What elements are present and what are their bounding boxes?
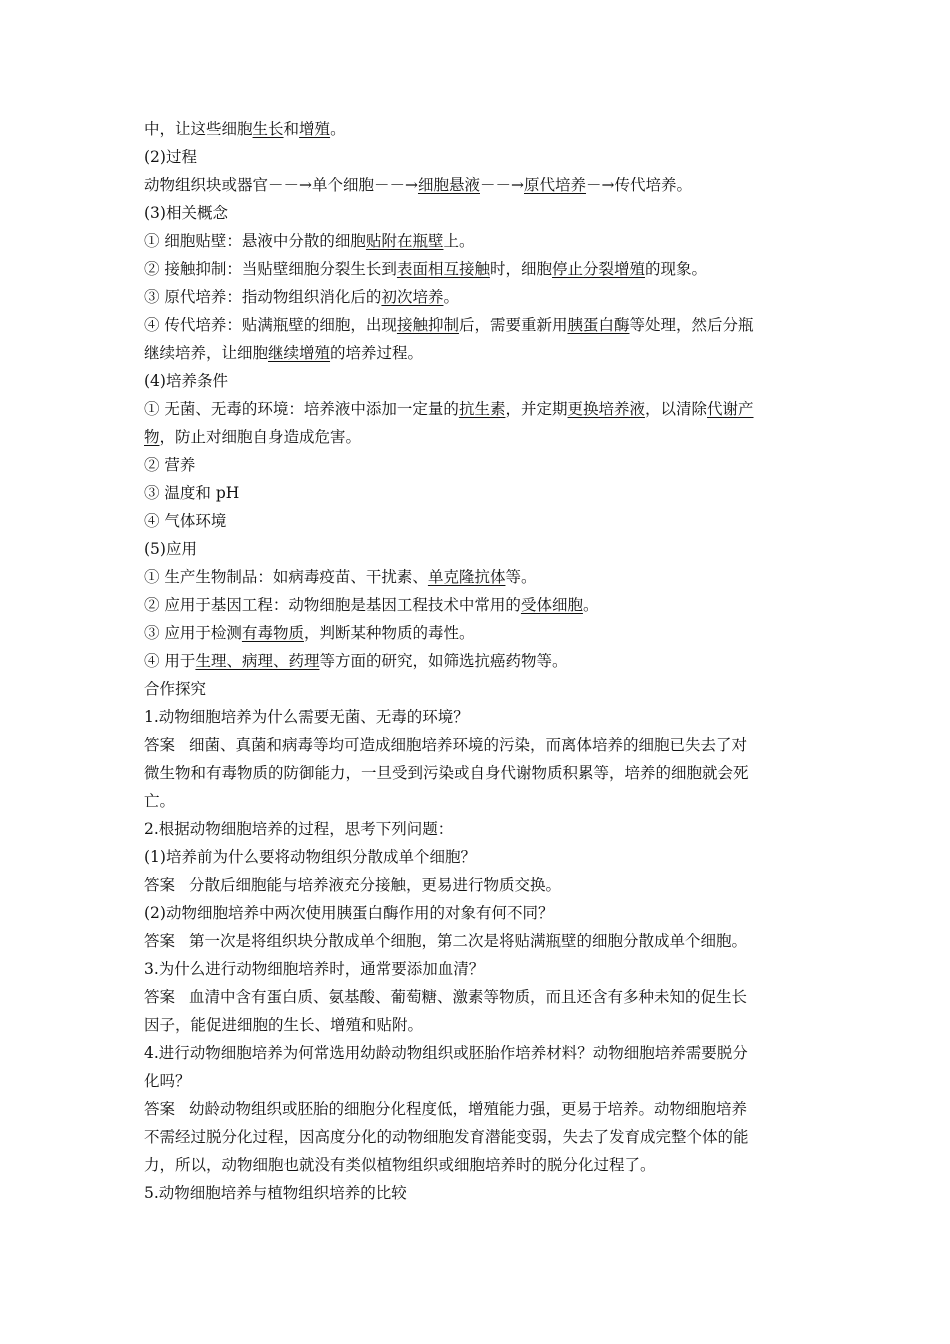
text-line: 物，防止对细胞自身造成危害。 [144,428,362,446]
text-line: 不需经过脱分化过程，因高度分化的动物细胞发育潜能变弱，失去了发育成完整个体的能 [144,1128,749,1146]
answer-line: 答案 细菌、真菌和病毒等均可造成细胞培养环境的污染，而离体培养的细胞已失去了对 [144,736,748,754]
question: 4.进行动物细胞培养为何常选用幼龄动物组织或胚胎作培养材料？动物细胞培养需要脱分 [144,1044,748,1062]
underlined-answer: 初次培养 [381,288,444,306]
question: 3.为什么进行动物细胞培养时，通常要添加血清？ [144,960,485,978]
underlined-answer: 物 [144,428,160,446]
question: (2)动物细胞培养中两次使用胰蛋白酶作用的对象有何不同？ [144,904,554,922]
question: 5.动物细胞培养与植物组织培养的比较 [144,1184,407,1202]
text-line: ② 应用于基因工程：动物细胞是基因工程技术中常用的受体细胞。 [144,596,599,614]
underlined-answer: 代谢产 [707,400,754,418]
answer-line: 答案 第一次是将组织块分散成单个细胞，第二次是将贴满瓶壁的细胞分散成单个细胞。 [144,932,748,950]
text-line: 因子，能促进细胞的生长、增殖和贴附。 [144,1016,424,1034]
underlined-answer: 增殖 [299,120,331,138]
answer-label: 答案 [144,876,176,894]
underlined-answer: 更换培养液 [567,400,645,418]
question: 1.动物细胞培养为什么需要无菌、无毒的环境？ [144,708,469,726]
section-heading: (4)培养条件 [144,372,228,390]
text-line: ④ 用于生理、病理、药理等方面的研究，如筛选抗癌药物等。 [144,652,568,670]
underlined-answer: 胰蛋白酶 [567,316,630,334]
text-line: ③ 原代培养：指动物组织消化后的初次培养。 [144,288,459,306]
answer-label: 答案 [144,736,176,754]
section-heading: (3)相关概念 [144,204,228,222]
answer-label: 答案 [144,1100,176,1118]
section-heading: (2)过程 [144,148,197,166]
underlined-answer: 细胞悬液 [417,176,480,194]
underlined-answer: 停止分裂增殖 [551,260,645,278]
underlined-answer: 受体细胞 [520,596,583,614]
underlined-answer: 抗生素 [458,400,506,418]
text-line: 中，让这些细胞生长和增殖。 [144,120,346,138]
answer-line: 答案 幼龄动物组织或胚胎的细胞分化程度低，增殖能力强，更易于培养。动物细胞培养 [144,1100,748,1118]
section-heading: 合作探究 [144,680,207,698]
text-line: ② 接触抑制：当贴壁细胞分裂生长到表面相互接触时，细胞停止分裂增殖的现象。 [144,260,707,278]
text-line: ① 生产生物制品：如病毒疫苗、干扰素、单克隆抗体等。 [144,568,537,586]
underlined-answer: 接触抑制 [396,316,459,334]
text-line: 亡。 [144,792,176,810]
answer-line: 答案 分散后细胞能与培养液充分接触，更易进行物质交换。 [144,876,562,894]
question: 2.根据动物细胞培养的过程，思考下列问题： [144,820,454,838]
text-line: ① 无菌、无毒的环境：培养液中添加一定量的抗生素，并定期更换培养液，以清除代谢产 [144,400,754,418]
text-line: ① 细胞贴壁：悬液中分散的细胞贴附在瓶壁上。 [144,232,475,250]
text-line: 继续培养，让细胞继续增殖的培养过程。 [144,344,424,362]
underlined-answer: 表面相互接触 [396,260,490,278]
underlined-answer: 生长 [252,120,284,138]
answer-line: 答案 血清中含有蛋白质、氨基酸、葡萄糖、激素等物质，而且还含有多种未知的促生长 [144,988,748,1006]
underlined-answer: 有毒物质 [241,624,304,642]
text-line: 微生物和有毒物质的防御能力，一旦受到污染或自身代谢物质积累等，培养的细胞就会死 [144,764,749,782]
underlined-answer: 继续增殖 [268,344,331,362]
document-page [144,115,810,1207]
text-line: 化吗？ [144,1072,191,1090]
section-heading: (5)应用 [144,540,197,558]
underlined-answer: 贴附在瓶壁 [365,232,444,250]
text-line: ② 营养 [144,456,196,474]
underlined-answer: 生理、病理、药理 [195,652,320,670]
answer-label: 答案 [144,932,176,950]
text-line: ③ 温度和 pH [144,484,240,502]
text-line: ④ 气体环境 [144,512,227,530]
underlined-answer: 单克隆抗体 [427,568,506,586]
text-line: ③ 应用于检测有毒物质，判断某种物质的毒性。 [144,624,475,642]
text-line: 力，所以，动物细胞也就没有类似植物组织或细胞培养时的脱分化过程了。 [144,1156,656,1174]
text-line: 动物组织块或器官－－→单个细胞－－→细胞悬液－－→原代培养－→传代培养。 [144,176,693,194]
underlined-answer: 原代培养 [524,176,587,194]
question: (1)培养前为什么要将动物组织分散成单个细胞？ [144,848,476,866]
answer-label: 答案 [144,988,176,1006]
text-line: ④ 传代培养：贴满瓶壁的细胞，出现接触抑制后，需要重新用胰蛋白酶等处理，然后分瓶 [144,316,754,334]
